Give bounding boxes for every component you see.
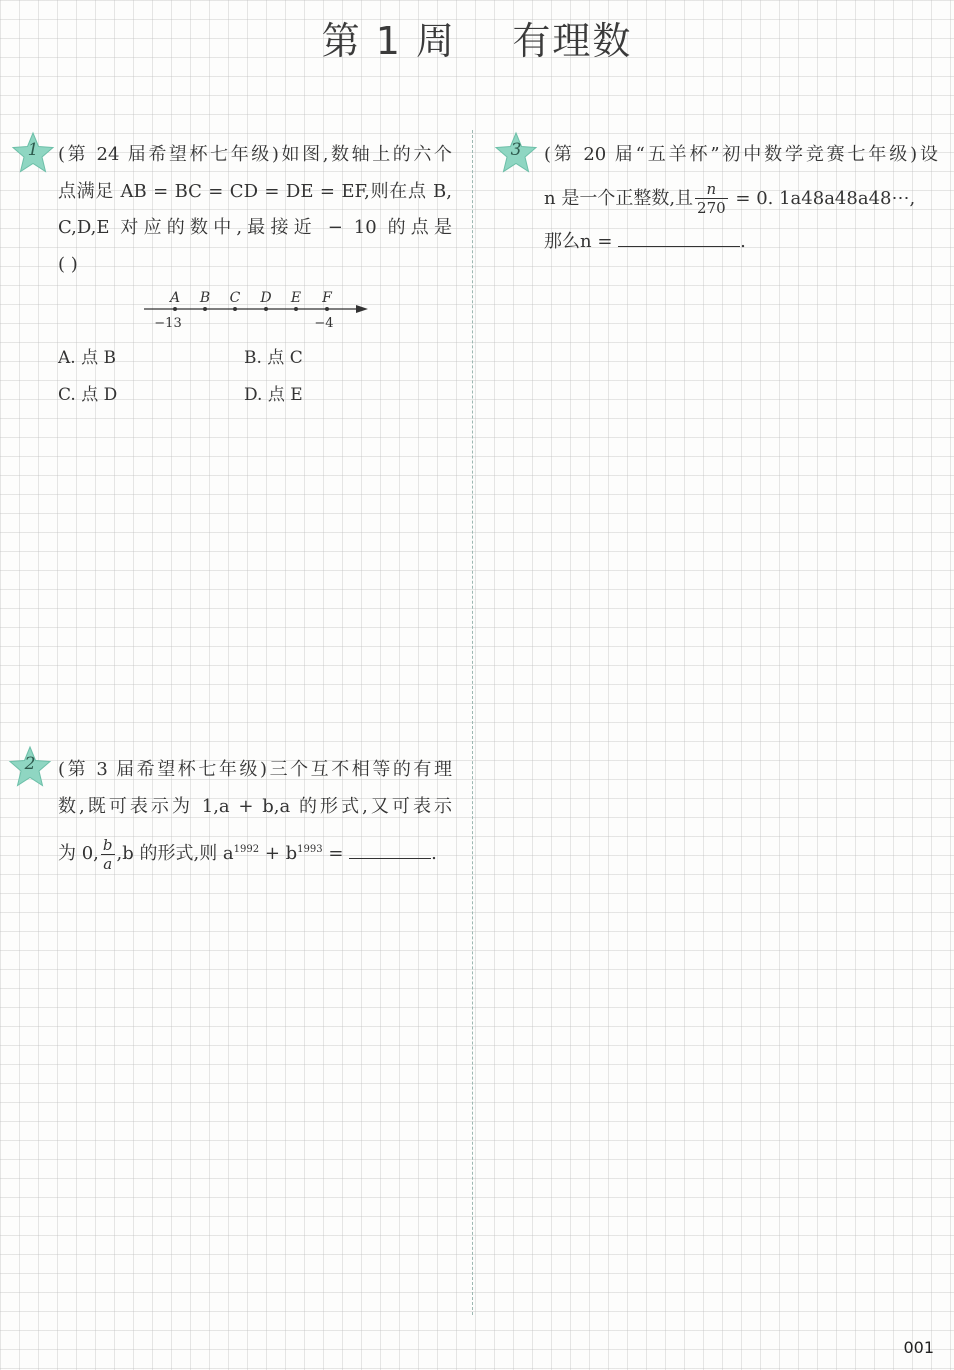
question-3-text — [544, 137, 938, 260]
question-3-line-2 — [544, 174, 938, 224]
question-1-line-2: 点满足 AB = BC = CD = DE = EF,则在点 B, — [58, 180, 452, 202]
question-2-number: 2 — [24, 754, 36, 774]
choice-a[interactable]: A. 点 B — [58, 348, 116, 368]
point-label-d: D — [260, 290, 272, 306]
q2-line3-prefix: 为 0, — [58, 843, 99, 864]
question-2-star-icon — [8, 745, 52, 789]
number-line-arrow-icon — [356, 305, 368, 313]
q2-line3-mid: ,b 的形式,则 a — [116, 843, 234, 864]
point-d-dot — [264, 307, 268, 311]
q2-period: . — [431, 843, 437, 864]
point-label-f: F — [322, 290, 332, 306]
choice-b[interactable]: B. 点 C — [244, 348, 303, 368]
column-divider — [472, 130, 473, 1315]
exponent-1993: 1993 — [297, 844, 323, 855]
question-3-star-icon — [494, 131, 538, 175]
fraction-b-over-a — [101, 836, 115, 873]
point-a-dot — [173, 307, 177, 311]
fraction-n-over-270 — [695, 180, 728, 217]
q3-line2-suffix: = 0. 1a48a48a48⋯, — [729, 187, 916, 209]
axis-value-left: −13 — [154, 316, 182, 331]
q2-plus-b: + b — [259, 843, 298, 864]
question-1-text — [58, 137, 452, 283]
page-title: 第 1 周 有理数 — [321, 19, 633, 63]
point-label-b: B — [199, 290, 211, 306]
question-2-line-2: 数,既可表示为 1,a + b,a 的形式,又可表示 — [58, 795, 452, 817]
question-1-line-3: C,D,E 对应的数中,最接近 − 10 的点是 — [58, 217, 452, 238]
question-3-line-3 — [544, 224, 938, 261]
point-c-dot — [233, 307, 237, 311]
question-1-star-icon — [11, 131, 55, 175]
q3-line2-prefix: n 是一个正整数,且 — [544, 187, 694, 209]
fraction-numerator: n — [695, 180, 728, 199]
question-2-text — [58, 752, 452, 875]
page-number: 001 — [903, 1338, 934, 1357]
question-1-line-4: ( ) — [58, 253, 78, 275]
question-3-line-1: (第 20 届“五羊杯”初中数学竞赛七年级)设 — [544, 144, 938, 165]
point-f-dot — [325, 307, 329, 311]
choice-d[interactable]: D. 点 E — [244, 385, 303, 405]
number-line-figure — [140, 285, 380, 335]
fraction-numerator: b — [102, 835, 113, 854]
point-label-a: A — [169, 290, 181, 306]
point-label-e: E — [290, 290, 302, 306]
q3-line3-prefix: 那么n = — [544, 230, 619, 252]
question-1-number: 1 — [27, 140, 39, 160]
choice-c[interactable]: C. 点 D — [58, 385, 118, 405]
axis-value-right: −4 — [314, 316, 334, 331]
point-label-c: C — [229, 290, 241, 306]
fraction-denominator: 270 — [697, 199, 726, 217]
question-1-line-1: (第 24 届希望杯七年级)如图,数轴上的六个 — [58, 144, 452, 165]
answer-blank-q2[interactable] — [349, 842, 431, 859]
question-2-line-3 — [58, 825, 452, 875]
point-b-dot — [203, 307, 207, 311]
question-2-line-1: (第 3 届希望杯七年级)三个互不相等的有理 — [58, 759, 452, 780]
q3-period: . — [740, 230, 746, 252]
answer-blank-q3[interactable] — [618, 230, 740, 247]
q2-equals: = — [322, 843, 350, 864]
exponent-1992: 1992 — [233, 844, 260, 855]
point-e-dot — [294, 307, 298, 311]
fraction-denominator: a — [103, 854, 113, 873]
question-3-number: 3 — [510, 140, 522, 160]
